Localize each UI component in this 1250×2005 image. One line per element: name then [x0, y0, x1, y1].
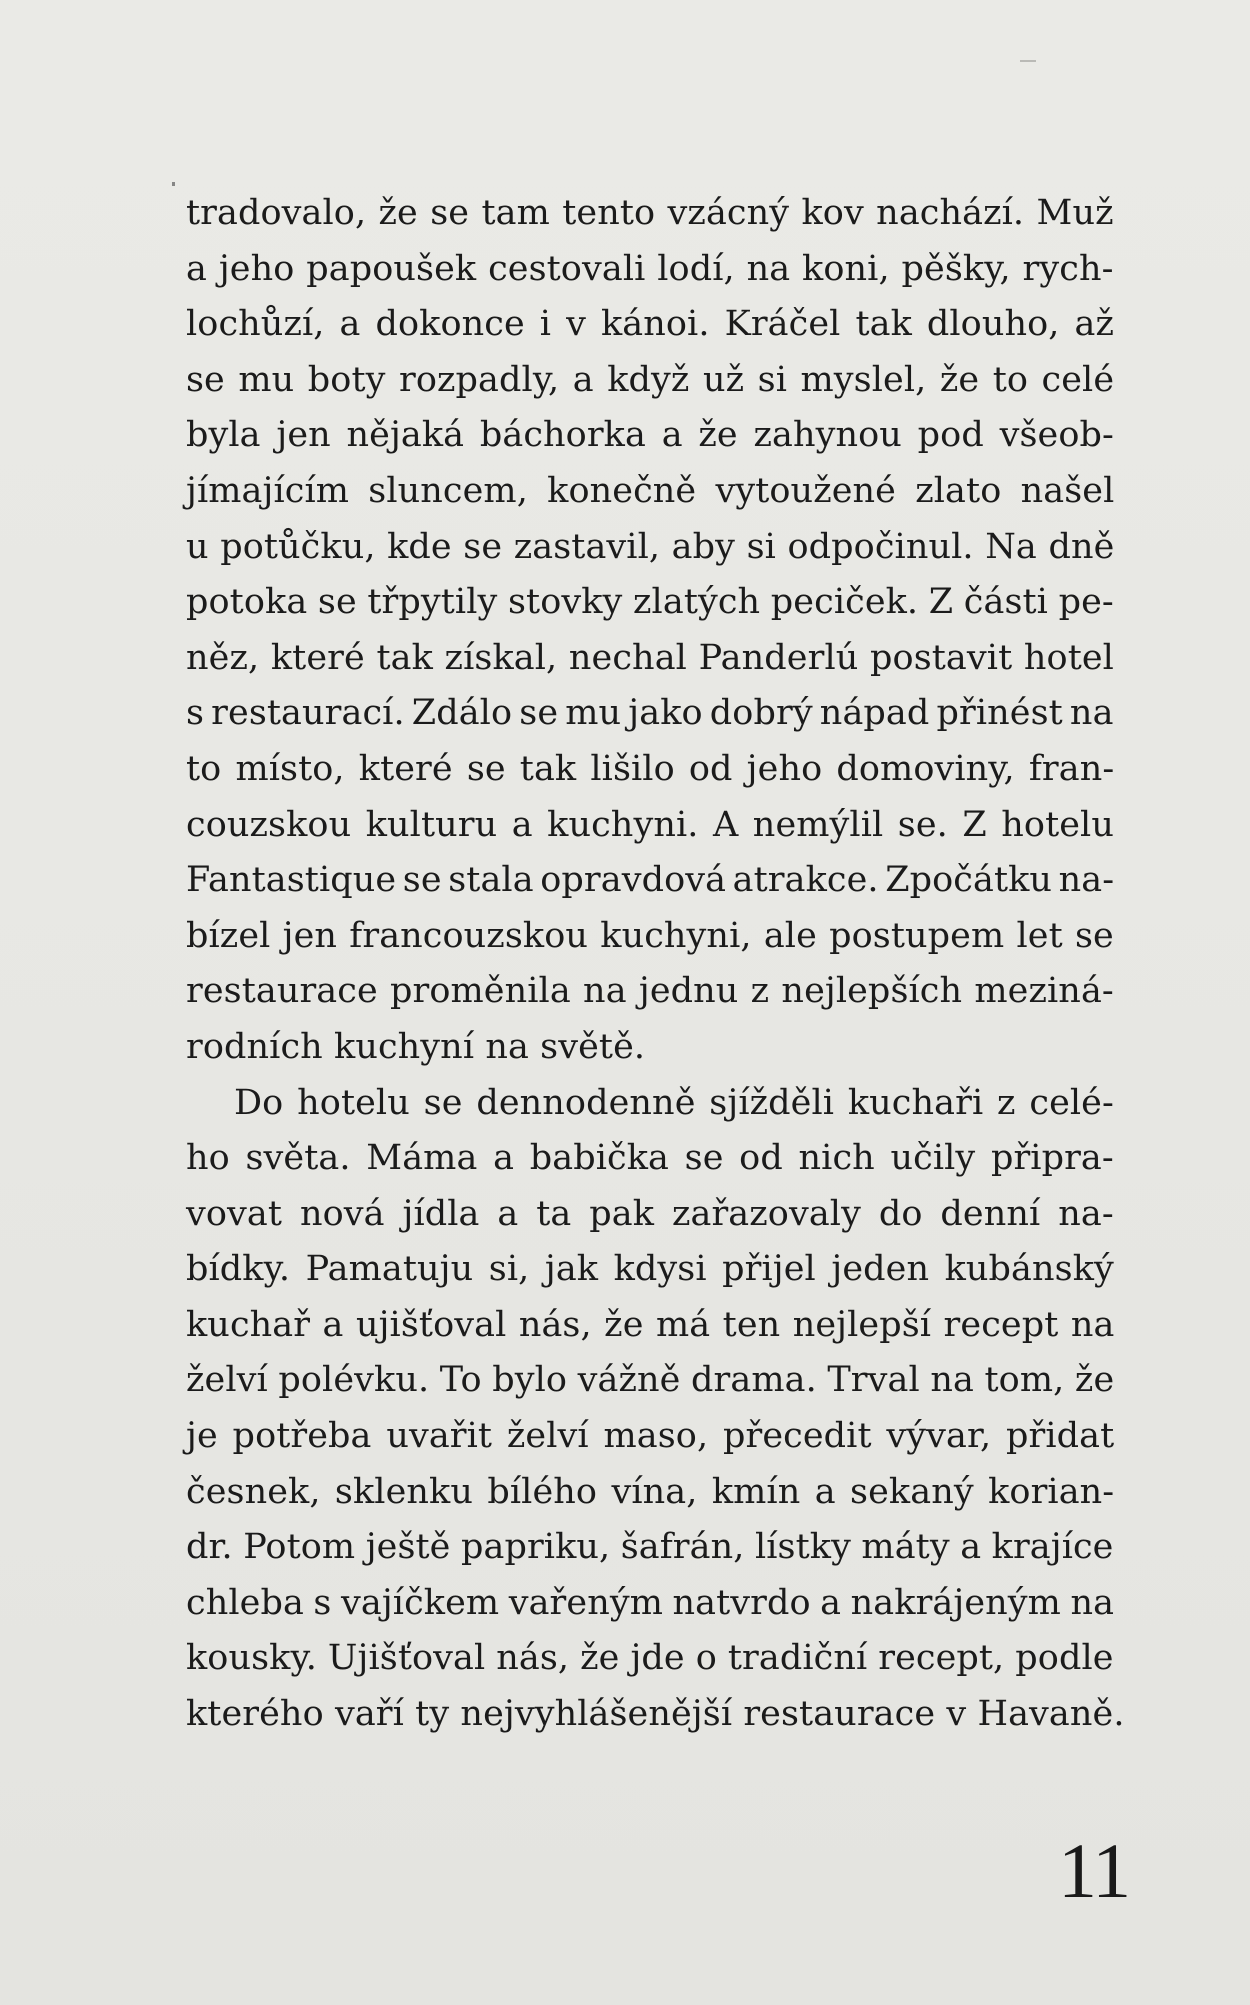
text-line: restaurace proměnila na jednu z nejlepších meziná-: [186, 971, 1114, 1012]
text-line: želví polévku. To bylo vážně drama. Trval na tom, že: [186, 1360, 1115, 1401]
page-number: 11: [1058, 1827, 1130, 1914]
text-line: a jeho papoušek cestovali lodí, na koni, pěšky, rych-: [186, 248, 1114, 289]
text-line: Fantastique se stala opravdová atrakce. Zpočátku na-: [186, 860, 1115, 901]
text-line: lochůzí, a dokonce i v kánoi. Kráčel tak dlouho, až: [186, 304, 1115, 345]
text-line: u potůčku, kde se zastavil, aby si odpočinul. Na dně: [186, 526, 1115, 567]
text-line: to místo, které se tak lišilo od jeho domoviny, fran-: [186, 748, 1115, 789]
paragraph-2: [186, 1076, 1125, 1743]
body-text: [186, 186, 1125, 1743]
text-line: s restaurací. Zdálo se mu jako dobrý nápad přinést na: [186, 693, 1114, 734]
text-line: Do hotelu se dennodenně sjížděli kuchaři z celé-: [234, 1082, 1114, 1123]
text-line: couzskou kulturu a kuchyni. A nemýlil se. Z hotelu: [186, 804, 1114, 845]
text-line: tradovalo, že se tam tento vzácný kov nachází. Muž: [186, 193, 1114, 233]
text-line: potoka se třpytily stovky zlatých peciček. Z části pe-: [186, 582, 1114, 623]
paragraph-1: [186, 186, 1114, 1076]
text-line: je potřeba uvařit želví maso, přecedit vývar, přidat: [186, 1416, 1115, 1457]
text-line: bízel jen francouzskou kuchyni, ale postupem let se: [186, 915, 1114, 956]
text-line: jímajícím sluncem, konečně vytoužené zlato našel: [186, 470, 1115, 511]
text-line: dr. Potom ještě papriku, šafrán, lístky máty a krajíce: [186, 1527, 1114, 1568]
text-line: něz, které tak získal, nechal Panderlú postavit hotel: [186, 637, 1114, 678]
text-line: kousky. Ujišťoval nás, že jde o tradiční recept, podle: [186, 1638, 1114, 1679]
text-line: se mu boty rozpadly, a když už si myslel, že to celé: [186, 359, 1115, 400]
paper-speck: [1020, 60, 1036, 62]
text-line: rodních kuchyní na světě.: [186, 1026, 646, 1067]
text-line: byla jen nějaká báchorka a že zahynou pod všeob-: [186, 415, 1114, 456]
paper-speck: [172, 182, 175, 186]
text-line: česnek, sklenku bílého vína, kmín a sekaný korian-: [186, 1471, 1115, 1512]
text-line: vovat nová jídla a ta pak zařazovaly do denní na-: [186, 1193, 1114, 1234]
text-line: bídky. Pamatuju si, jak kdysi přijel jeden kubánský: [186, 1249, 1114, 1290]
text-line: kuchař a ujišťoval nás, že má ten nejlepší recept na: [186, 1304, 1115, 1345]
text-line: kterého vaří ty nejvyhlášenější restaurace v Havaně.: [186, 1694, 1125, 1735]
text-line: chleba s vajíčkem vařeným natvrdo a nakrájeným na: [186, 1582, 1115, 1623]
text-line: ho světa. Máma a babička se od nich učily připra-: [186, 1138, 1114, 1179]
